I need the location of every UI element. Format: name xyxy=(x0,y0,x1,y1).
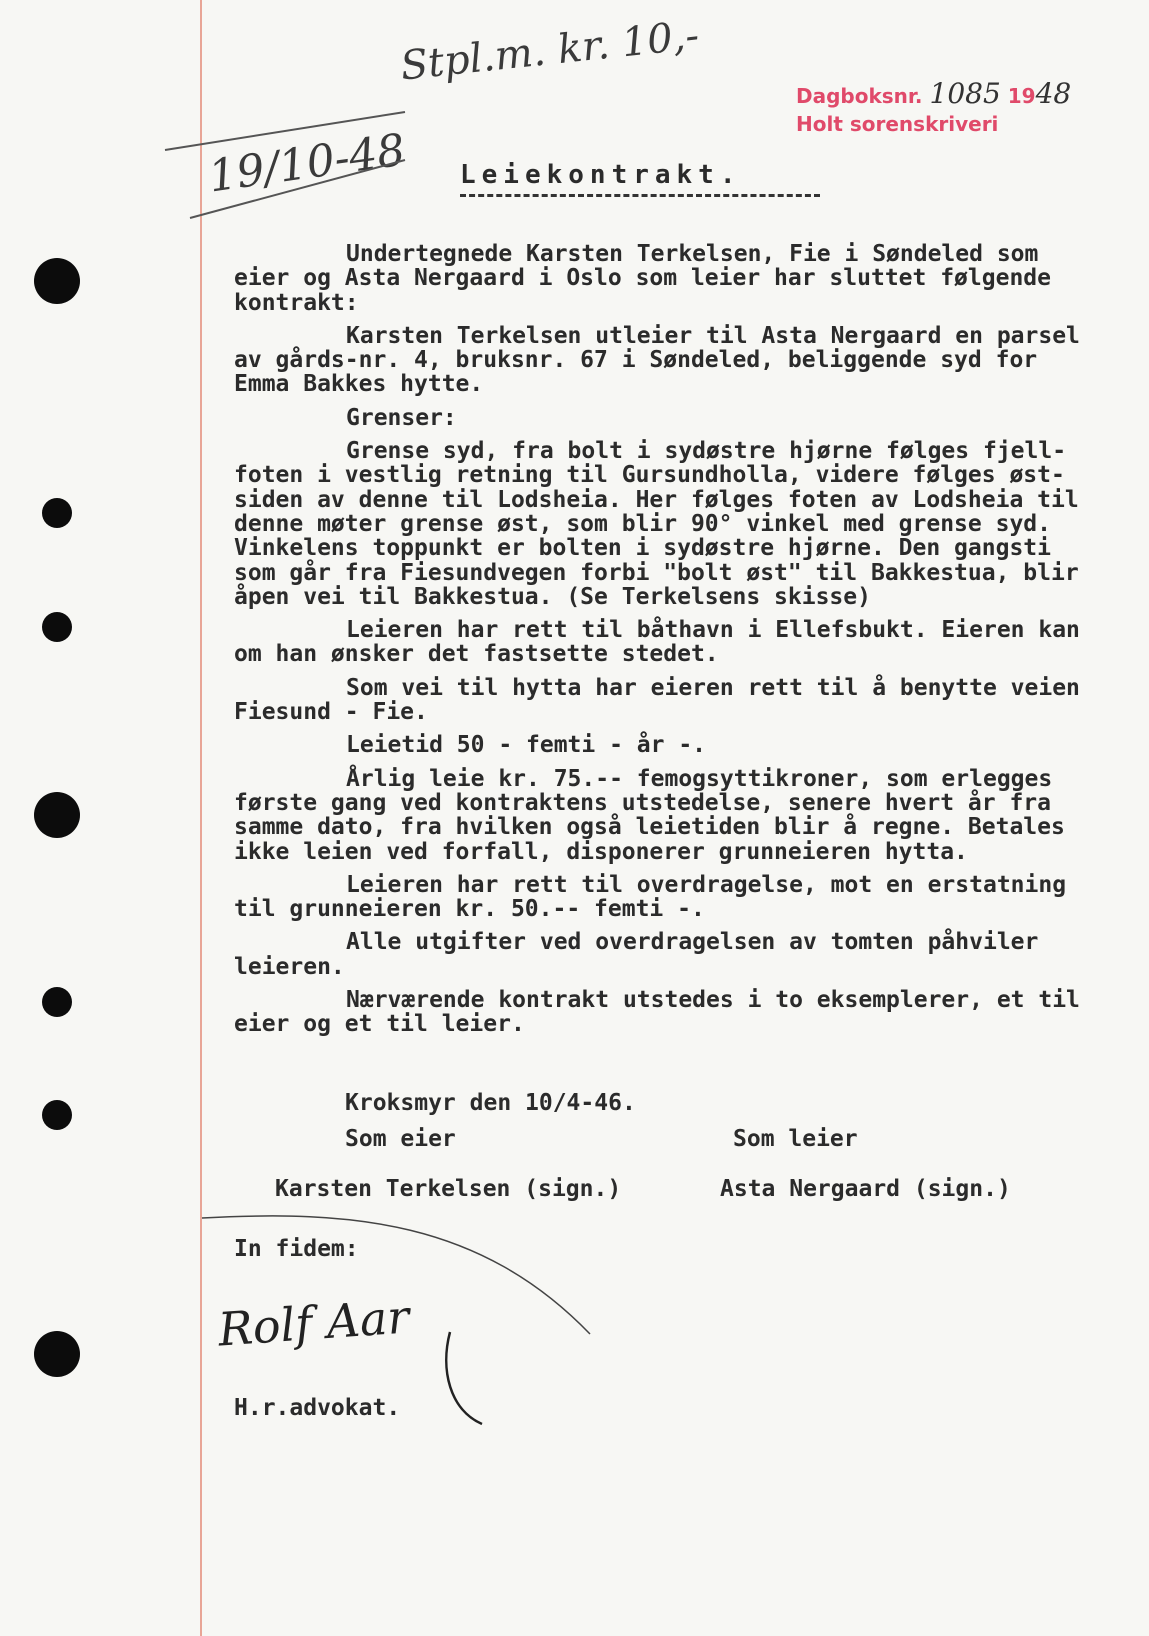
tenant-signature: Asta Nergaard (sign.) xyxy=(720,1176,1011,1202)
punch-hole-4 xyxy=(34,792,80,838)
punch-hole-5 xyxy=(42,987,72,1017)
text-line: Karsten Terkelsen utleier til Asta Nergaard en parsel xyxy=(346,322,1080,349)
punch-hole-3 xyxy=(42,612,72,642)
owner-role: Som eier xyxy=(345,1126,456,1152)
text-line: Grense syd, fra bolt i sydøstre hjørne følges fjell- xyxy=(346,438,1067,465)
registry-stamp xyxy=(796,77,1072,138)
text-line: foten i vestlig retning til Gursundholla, videre følges øst- xyxy=(234,462,1065,489)
text-line: som går fra Fiesundvegen forbi "bolt øst" til Bakkestua, blir xyxy=(234,559,1079,586)
handwritten-strokes xyxy=(160,110,410,220)
margin-rule xyxy=(200,0,202,1636)
stamp-office: Holt sorenskriveri xyxy=(796,112,999,136)
text-line: Som vei til hytta har eieren rett til å benytte veien xyxy=(346,674,1080,701)
place-date: Kroksmyr den 10/4-46. xyxy=(345,1090,636,1116)
tenant-role: Som leier xyxy=(733,1126,858,1152)
text-line: Årlig leie kr. 75.-- femogsyttikroner, som erlegges xyxy=(346,765,1053,792)
text-line: samme dato, fra hvilken også leietiden blir å regne. Betales xyxy=(234,814,1065,841)
stamp-label: Dagboksnr. xyxy=(796,84,923,108)
text-line: Leieren har rett til overdragelse, mot en erstatning xyxy=(346,871,1067,898)
fee-note: Stpl.m. kr. 10,- xyxy=(398,12,702,90)
text-line: til grunneieren kr. 50.-- femti -. xyxy=(234,896,705,923)
text-line: Nærværende kontrakt utstedes i to eksemplerer, et til xyxy=(346,987,1080,1014)
in-fidem: In fidem: xyxy=(234,1236,359,1262)
stamp-number: 1085 xyxy=(929,77,1001,110)
text-line: Leieren har rett til båthavn i Ellefsbukt. Eieren kan xyxy=(346,617,1080,644)
text-line: eier og Asta Nergaard i Oslo som leier har sluttet følgende xyxy=(234,265,1051,292)
punch-hole-6 xyxy=(42,1100,72,1130)
text-line: eier og et til leier. xyxy=(234,1011,525,1038)
text-line: om han ønsker det fastsette stedet. xyxy=(234,641,719,668)
text-line: Alle utgifter ved overdragelsen av tomten påhviler xyxy=(346,929,1039,956)
text-line: Vinkelens toppunkt er bolten i sydøstre hjørne. Den gangsti xyxy=(234,535,1051,562)
text-line: kontrakt: xyxy=(234,289,359,316)
punch-hole-7 xyxy=(34,1331,80,1377)
signature-flourish xyxy=(440,1330,500,1430)
text-line: Fiesund - Fie. xyxy=(234,699,428,726)
text-line: Grenser: xyxy=(346,404,457,431)
stamp-year-suffix: 48 xyxy=(1035,77,1072,110)
text-line: Leietid 50 - femti - år -. xyxy=(346,732,707,759)
text-line: Emma Bakkes hytte. xyxy=(234,371,484,398)
punch-hole-1 xyxy=(34,258,80,304)
contract-body xyxy=(234,242,1114,1037)
text-line: åpen vei til Bakkestua. (Se Terkelsens skisse) xyxy=(234,583,871,610)
title-underline xyxy=(460,194,820,197)
punch-hole-2 xyxy=(42,498,72,528)
text-line: av gårds-nr. 4, bruksnr. 67 i Søndeled, beliggende syd for xyxy=(234,347,1038,374)
handwritten-signature: Rolf Aar xyxy=(216,1289,411,1357)
stamp-year-prefix: 19 xyxy=(1007,84,1036,108)
owner-signature: Karsten Terkelsen (sign.) xyxy=(275,1176,622,1202)
text-line: denne møter grense øst, som blir 90° vinkel med grense syd. xyxy=(234,510,1051,537)
text-line: ikke leien ved forfall, disponerer grunneieren hytta. xyxy=(234,838,968,865)
text-line: første gang ved kontraktens utstedelse, senere hvert år fra xyxy=(234,789,1051,816)
text-line: leieren. xyxy=(234,953,345,980)
text-line: Undertegnede Karsten Terkelsen, Fie i Søndeled som xyxy=(346,241,1039,267)
document-title: Leiekontrakt. xyxy=(460,160,742,190)
advocate-title: H.r.advokat. xyxy=(234,1395,401,1421)
date-note: 19/10-48 xyxy=(205,124,409,203)
text-line: siden av denne til Lodsheia. Her følges foten av Lodsheia til xyxy=(234,486,1079,513)
